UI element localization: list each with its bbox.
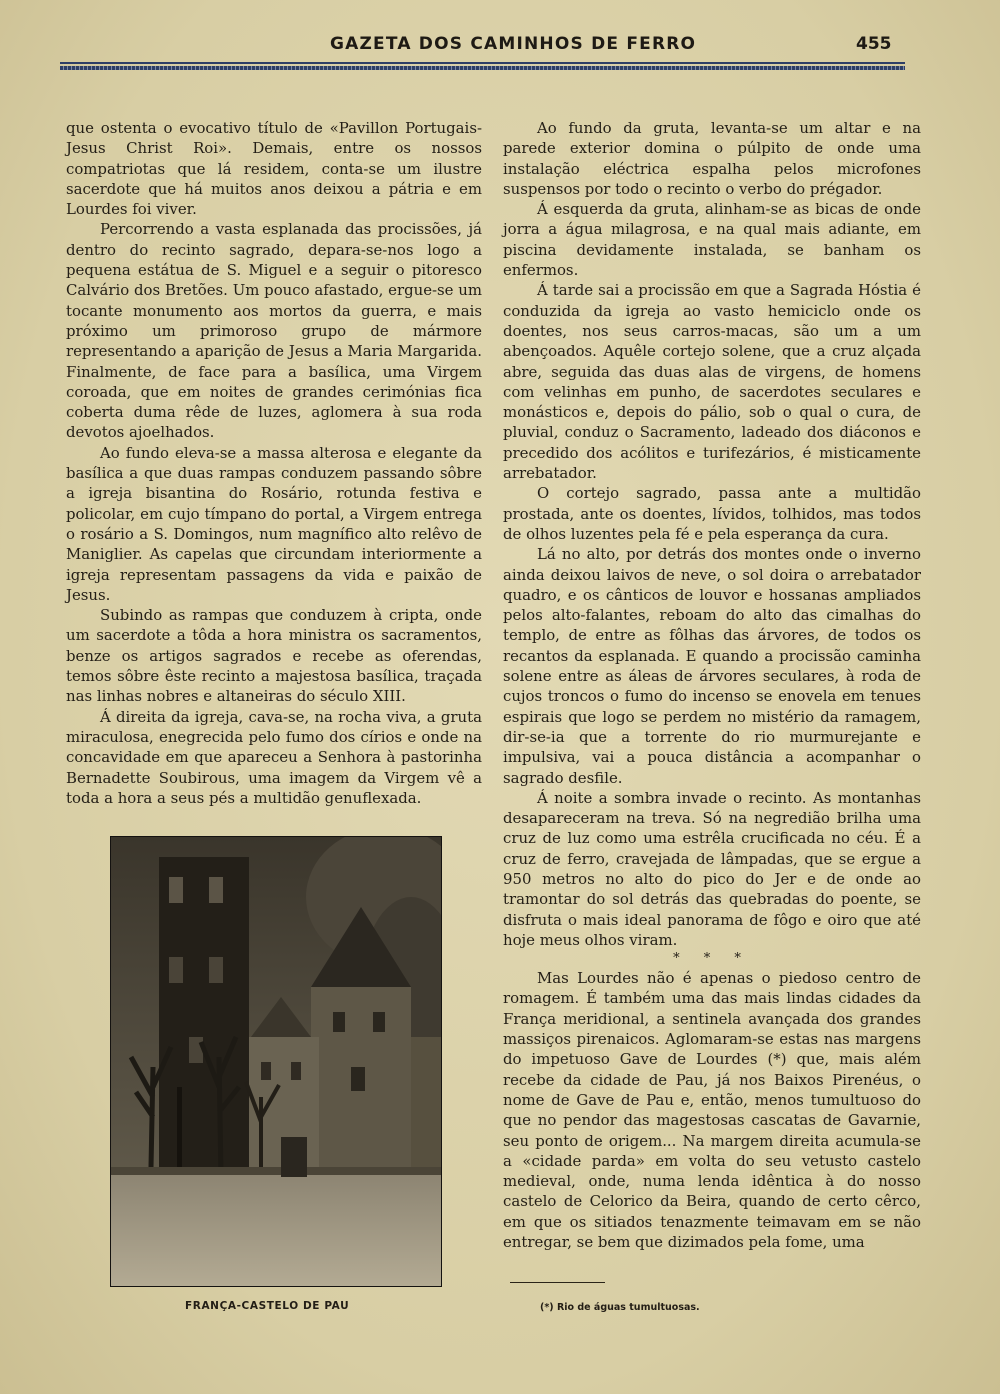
paragraph: Á direita da igreja, cava-se, na rocha viva, a gruta miraculosa, enegrecida pelo fumo dos círios e onde na concavidade em que apareceu a Senhora à pastorinha Bernadette Soubirous, uma imagem da Virgem vê a toda a hora a seus pés a multidão genuflexada. bbox=[66, 707, 482, 807]
paragraph: Á noite a sombra invade o recinto. As montanhas desapareceram na treva. Só na negredião brilha uma cruz de luz como uma estrêla crucificada no céu. É a cruz de ferro, cravejada de lâmpadas, que se ergue a 950 metros no alto do pico do Jer e de onde ao tramontar do sol detrás das quebradas do poente, se disfruta o mais ideal panorama de fôgo e oiro que até hoje meus olhos viram. bbox=[503, 788, 921, 949]
paragraph: Subindo as rampas que conduzem à cripta, onde um sacerdote a tôda a hora ministra os sacramentos, benze os artigos sagrados e recebe as oferendas, temos sôbre êste recinto a majestosa basílica, traçada nas linhas nobres e altaneiras do século XIII. bbox=[66, 606, 482, 706]
paragraph: Á tarde sai a procissão em que a Sagrada Hóstia é conduzida da igreja ao vasto hemiciclo onde os doentes, nos seus carros-macas, são um a um abençoados. Aquêle cortejo solene, que a cruz alçada abre, seguida das duas alas de virgens, de homens com velinhas em punho, de sacerdotes seculares e monásticos e, depois do pálio, sob o qual o cura, de pluvial, conduz o Sacramento, ladeado dos diáconos e precedido dos acólitos e turifezários, é misticamente arrebatador. bbox=[503, 281, 921, 483]
paragraph: Ao fundo da gruta, levanta-se um altar e na parede exterior domina o púlpito de onde uma instalação eléctrica espalha pelos microfones suspensos por todo o recinto o verbo do prégador. bbox=[503, 119, 921, 198]
header-rule-dotted bbox=[60, 66, 905, 70]
section-separator: * * * bbox=[673, 951, 751, 967]
left-column bbox=[66, 118, 482, 808]
header-rule bbox=[60, 62, 905, 64]
photo-caption: FRANÇA-CASTELO DE PAU bbox=[185, 1300, 350, 1312]
right-column bbox=[503, 118, 921, 1252]
header-title: GAZETA DOS CAMINHOS DE FERRO bbox=[330, 34, 697, 54]
castle-photograph bbox=[110, 836, 442, 1287]
footnote-rule bbox=[510, 1282, 605, 1283]
paragraph: Mas Lourdes não é apenas o piedoso centro de romagem. É também uma das mais lindas cidades da França meridional, a sentinela avançada dos grandes massiços pirenaicos. Aglomaram-se estas nas margens do impetuoso Gave de Lourdes (*) que, mais além recebe da cidade de Pau, já nos Baixos Pirenéus, o nome de Gave de Pau e, então, menos tumultuoso do que no pendor das magestosas cascatas de Gavarnie, seu ponto de origem... Na margem direita acumula-se a «cidade parda» em volta do seu vetusto castelo medieval, onde, numa lenda idêntica à do nosso castelo de Celorico da Beira, quando de certo cêrco, em que os sitiados tenazmente teimavam em se não entregar, se bem que dizimados pela fome, uma bbox=[503, 969, 921, 1252]
castle-photo-image bbox=[111, 837, 441, 1286]
paragraph: O cortejo sagrado, passa ante a multidão prostada, ante os doentes, lívidos, tolhidos, mas todos de olhos luzentes pela fé e pela esperança da cura. bbox=[503, 484, 921, 543]
paragraph: que ostenta o evocativo título de «Pavillon Portugais-Jesus Christ Roi». Demais, entre os nossos compatriotas que lá residem, conta-se um ilustre sacerdote que há muitos anos deixou a pátria e em Lourdes foi viver. bbox=[66, 119, 482, 219]
paragraph: Lá no alto, por detrás dos montes onde o inverno ainda deixou laivos de neve, o sol doira o arrebatador quadro, e os cânticos de louvor e hossanas ampliados pelos alto-falantes, reboam do alto das cimalhas do templo, de entre as fôlhas das árvores, de todos os recantos da esplanada. E quando a procissão caminha solene entre as áleas de árvores seculares, à roda de cujos troncos o fumo do incenso se enovela em tenues espirais que logo se perdem no mistério da ramagem, dir-se-ia que a torrente do rio murmurejante e impulsiva, vai a pouca distância a acompanhar o sagrado desfile. bbox=[503, 545, 921, 787]
paragraph: Ao fundo eleva-se a massa alterosa e elegante da basílica a que duas rampas conduzem passando sôbre a igreja bisantina do Rosário, rotunda festiva e policolar, em cujo tímpano do portal, a Virgem entrega o rosário a S. Domingos, num magnífico alto relêvo de Maniglier. As capelas que circundam interiormente a igreja representam passagens da vida e paixão de Jesus. bbox=[66, 443, 482, 604]
page-number: 455 bbox=[856, 34, 892, 54]
footnote: (*) Rio de águas tumultuosas. bbox=[540, 1302, 700, 1313]
paragraph: Percorrendo a vasta esplanada das procissões, já dentro do recinto sagrado, depara-se-nos logo a pequena estátua de S. Miguel e a seguir o pitoresco Calvário dos Bretões. Um pouco afastado, ergue-se um tocante monumento aos mortos da guerra, e mais próximo um primoroso grupo de mármore representando a aparição de Jesus a Maria Margarida. Finalmente, de face para a basílica, uma Virgem coroada, que em noites de grandes cerimónias fica coberta duma rêde de luzes, aglomera à sua roda devotos ajoelhados. bbox=[66, 220, 482, 442]
paragraph: Á esquerda da gruta, alinham-se as bicas de onde jorra a água milagrosa, e na qual mais adiante, em piscina devidamente instalada, se banham os enfermos. bbox=[503, 200, 921, 280]
